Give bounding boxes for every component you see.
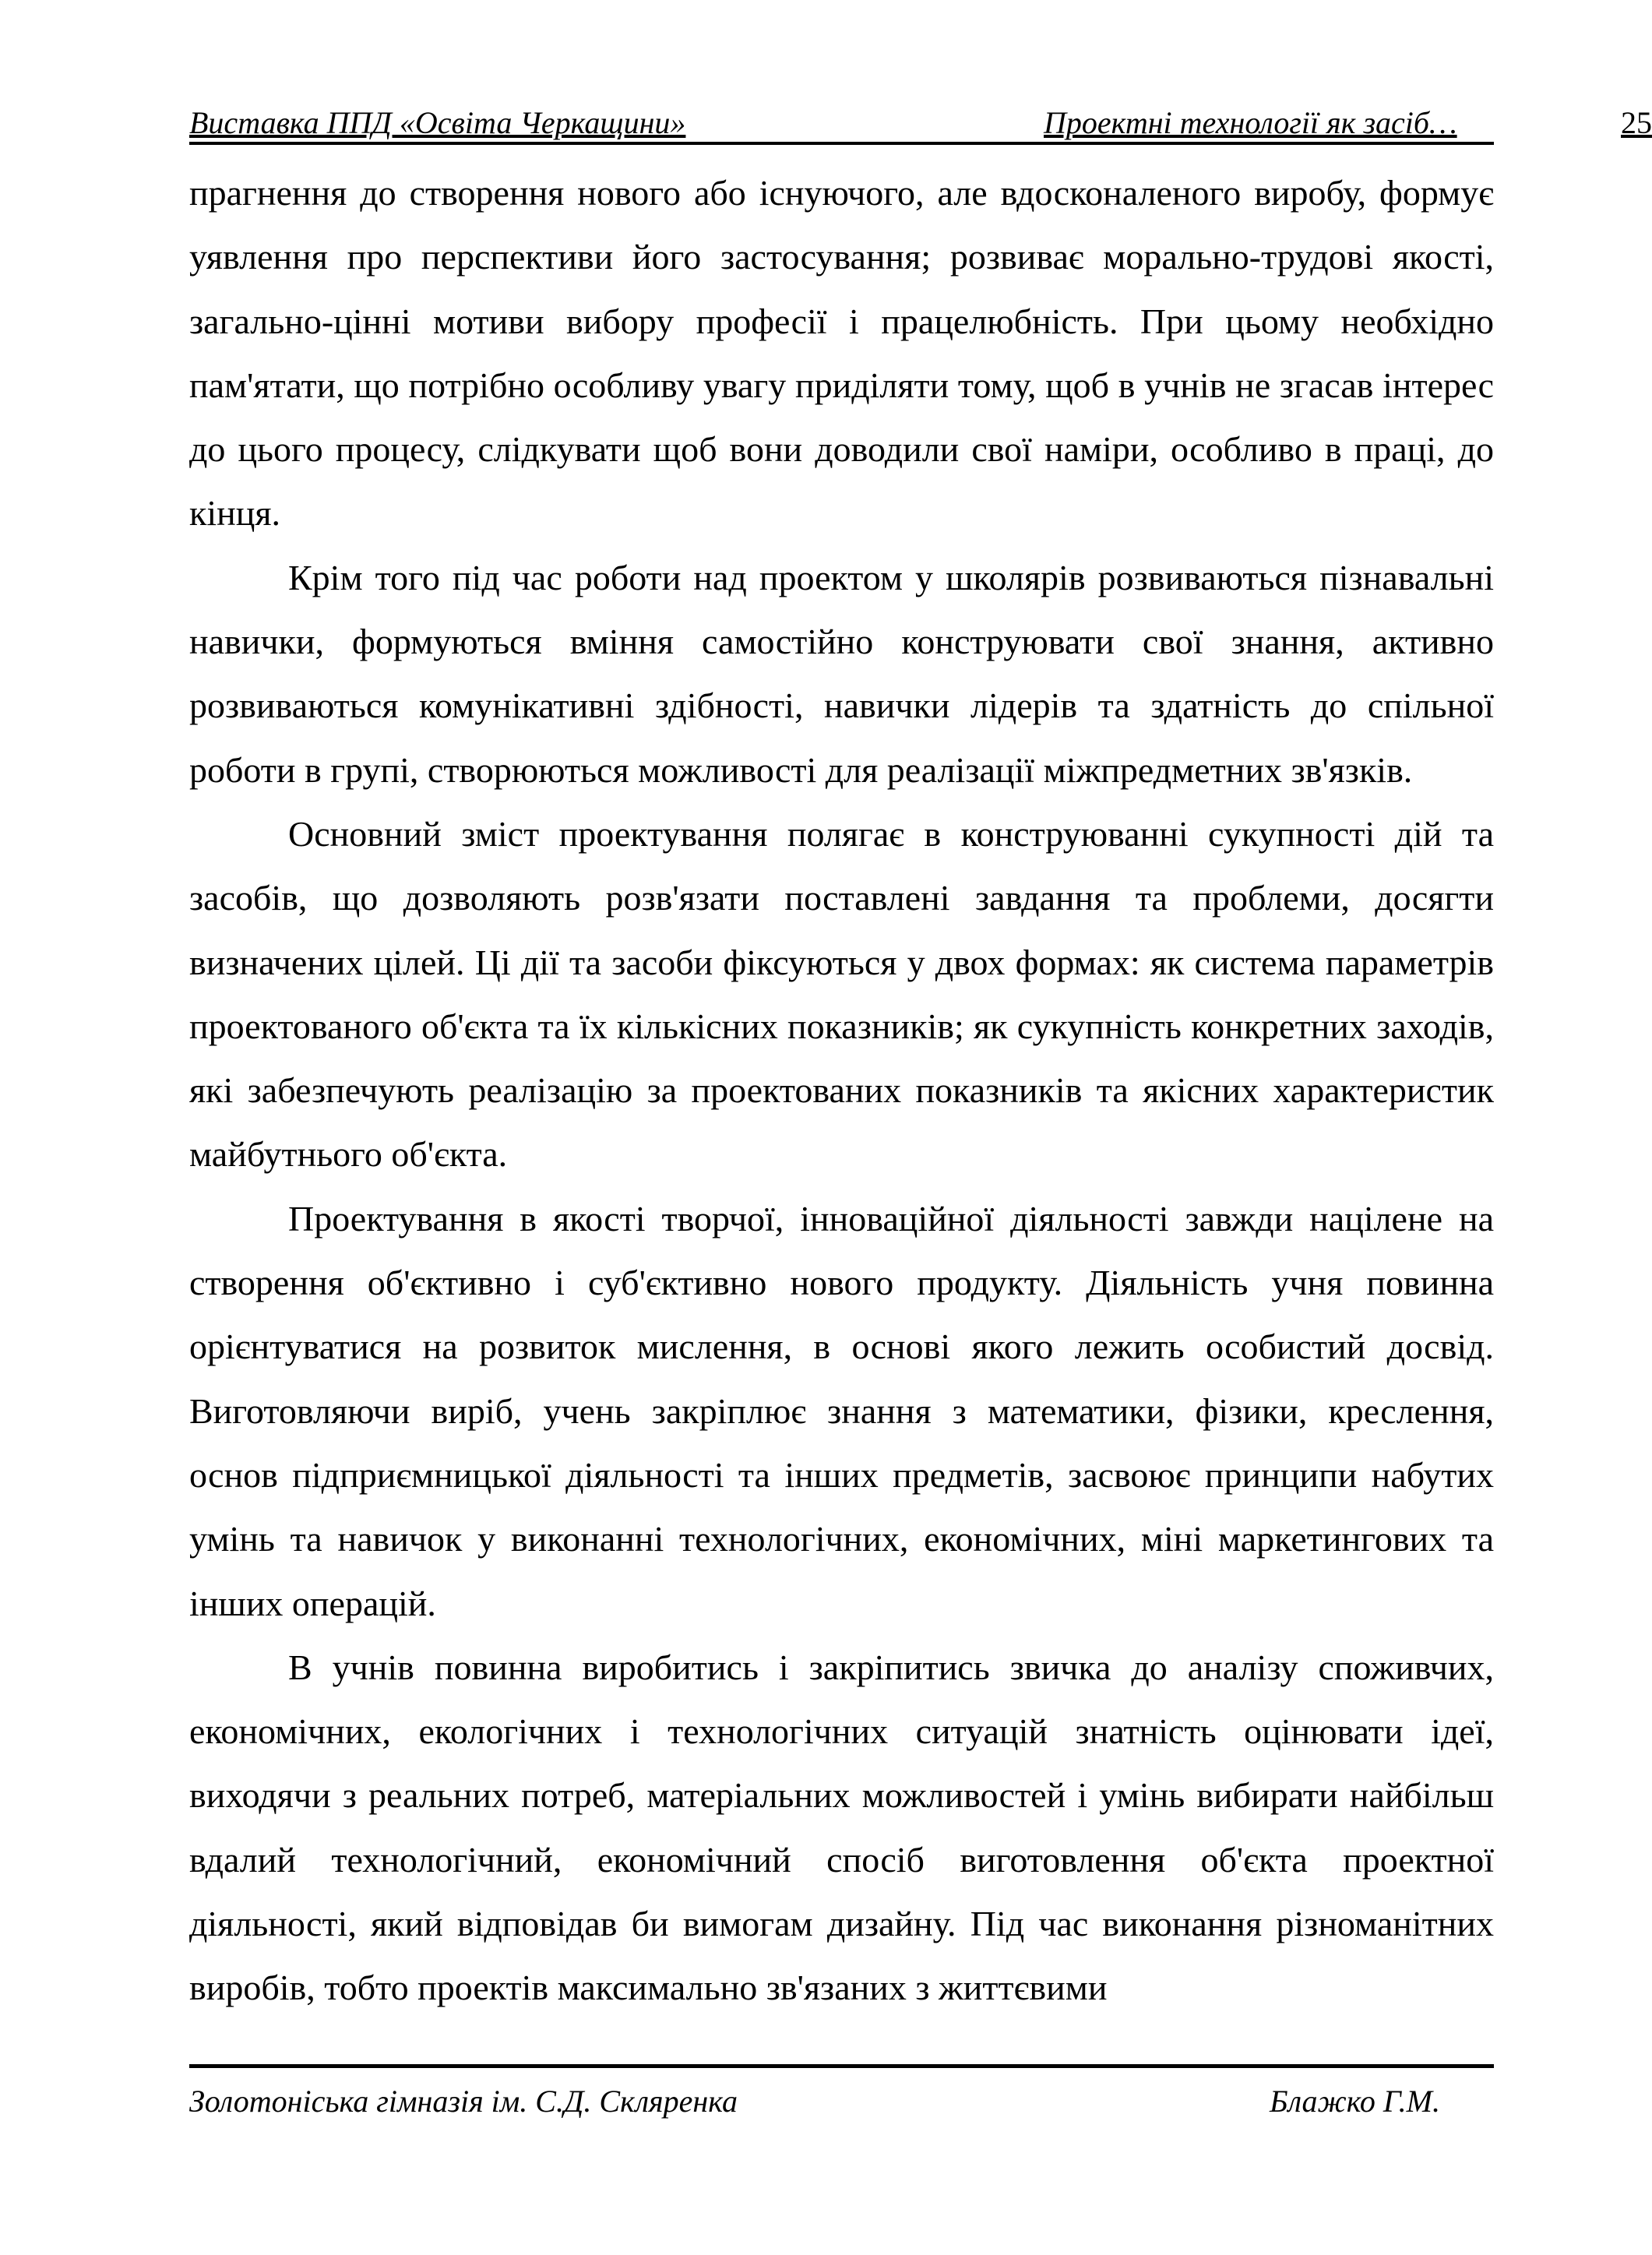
footer-institution: Золотоніська гімназія ім. С.Д. Скляренка [189, 2084, 738, 2119]
paragraph: Основний зміст проектування полягає в конструюванні сукупності дій та засобів, що дозволяють розв'язати поставлені завдання та проблеми, досягти визначених цілей. Ці дії та засоби фіксуються у двох формах: як система параметрів проектованого об'єкта та їх кількісних показників; як сукупність конкретних заходів, які забезпечують реалізацію за проектованих показників та якісних характеристик майбутнього об'єкта. [189, 813, 1494, 1175]
body-text [189, 161, 1494, 2021]
header-document-title: Проектні технології як засіб… [1044, 105, 1457, 140]
paragraph-continuation: прагнення до створення нового або існуючого, але вдосконаленого виробу, формує уявлення про перспективи його застосування; розвиває морально-трудові якості, загально-цінні мотиви вибору професії і працелюбність. При цьому необхідно пам'ятати, що потрібно особливу увагу приділяти тому, щоб в учнів не згасав інтерес до цього процесу, слідкувати щоб вони доводили свої наміри, особливо в праці, до кінця. [189, 173, 1494, 534]
footer-author: Блажко Г.М. [1270, 2084, 1440, 2119]
paragraph: В учнів повинна виробитись і закріпитись звичка до аналізу споживчих, економічних, екологічних і технологічних ситуацій знатність оцінювати ідеї, виходячи з реальних потреб, матеріальних можливостей і умінь вибирати найбільш вдалий технологічний, економічний спосіб виготовлення об'єкта проектної діяльності, який відповідав би вимогам дизайну. Під час виконання різноманітних виробів, тобто проектів максимально зв'язаних з життєвими [189, 1647, 1494, 2008]
paragraph: Крім того під час роботи над проектом у школярів розвиваються пізнавальні навички, формуються вміння самостійно конструювати свої знання, активно розвиваються комунікативні здібності, навички лідерів та здатність до спільної роботи в групі, створюються можливості для реалізації міжпредметних зв'язків. [189, 557, 1494, 790]
page-number: 25 [1621, 105, 1652, 140]
paragraph: Проектування в якості творчої, інноваційної діяльності завжди націлене на створення об'єктивно і суб'єктивно нового продукту. Діяльність учня повинна орієнтуватися на розвиток мислення, в основі якого лежить особистий досвід. Виготовляючи виріб, учень закріплює знання з математики, фізики, креслення, основ підприємницької діяльності та інших предметів, засвоює принципи набутих умінь та навичок у виконанні технологічних, економічних, міні маркетингових та інших операцій. [189, 1198, 1494, 1623]
page-footer [189, 2064, 1494, 2130]
page-header [189, 92, 1652, 145]
header-exhibition-title: Виставка ППД «Освіта Черкащини» [189, 105, 686, 140]
